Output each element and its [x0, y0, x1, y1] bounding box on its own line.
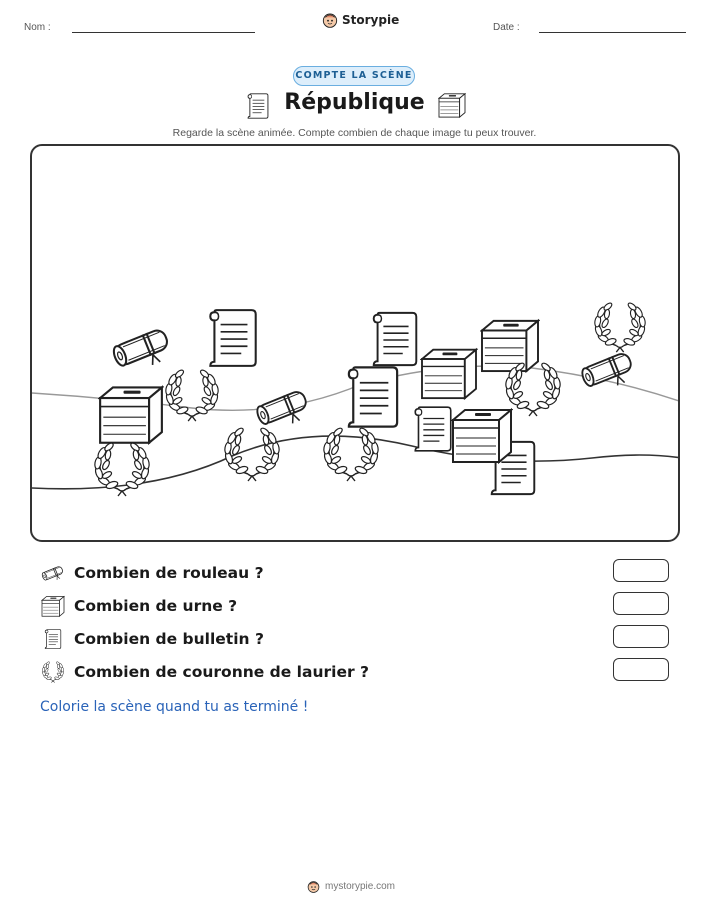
question-text: Combien de urne ?	[74, 597, 238, 615]
laurel-wreath-icon	[40, 661, 66, 683]
ballot-paper-4	[415, 407, 450, 451]
name-line[interactable]	[72, 32, 255, 33]
storypie-logo	[322, 12, 399, 28]
answer-box-rouleau[interactable]	[613, 559, 669, 582]
instructions: Regarde la scène animée. Compte combien de chaque image tu peux trouver.	[172, 127, 537, 139]
storypie-mascot-icon	[322, 12, 338, 28]
answer-box-bulletin[interactable]	[613, 625, 669, 648]
scroll-roll-2	[255, 389, 312, 435]
question-text: Combien de couronne de laurier ?	[74, 663, 369, 681]
storypie-mascot-icon	[307, 880, 320, 893]
coloring-note: Colorie la scène quand tu as terminé !	[40, 699, 309, 715]
activity-badge: COMPTE LA SCÈNE	[293, 66, 415, 86]
scroll-roll-icon	[40, 562, 66, 584]
ballot-box-3	[482, 321, 538, 371]
name-label: Nom :	[24, 22, 51, 33]
ballot-paper-3	[349, 367, 397, 426]
front-hill-line	[32, 436, 680, 489]
brand-name: Storypie	[342, 13, 400, 27]
ballot-box-2	[422, 350, 476, 398]
laurel-wreath-5	[505, 362, 561, 416]
page-title: République	[284, 90, 425, 115]
date-label: Date :	[493, 22, 520, 33]
laurel-wreath-4	[323, 427, 379, 481]
laurel-wreath-1	[165, 369, 219, 421]
ballot-box-1	[100, 387, 162, 442]
date-line[interactable]	[539, 32, 686, 33]
ballot-box-4	[453, 410, 511, 462]
answer-box-couronne[interactable]	[613, 658, 669, 681]
counting-scene[interactable]	[30, 144, 680, 542]
question-text: Combien de bulletin ?	[74, 630, 264, 648]
ballot-box-icon	[438, 92, 466, 118]
scroll-roll-3	[580, 351, 637, 397]
ballot-paper-icon	[40, 628, 66, 650]
question-row-4	[40, 660, 369, 684]
footer	[307, 880, 395, 893]
answer-box-urne[interactable]	[613, 592, 669, 615]
question-text: Combien de rouleau ?	[74, 564, 264, 582]
scene-drawing	[32, 146, 680, 542]
ballot-paper-2	[374, 313, 417, 365]
footer-url[interactable]: mystorypie.com	[325, 881, 396, 892]
question-row-3	[40, 627, 264, 651]
laurel-wreath-6	[594, 302, 646, 352]
scroll-roll-1	[111, 327, 174, 377]
question-row-1	[40, 561, 264, 585]
laurel-wreath-3	[224, 427, 280, 481]
question-row-2	[40, 594, 237, 618]
ballot-paper-1	[210, 310, 255, 366]
ballot-box-icon	[40, 595, 66, 617]
